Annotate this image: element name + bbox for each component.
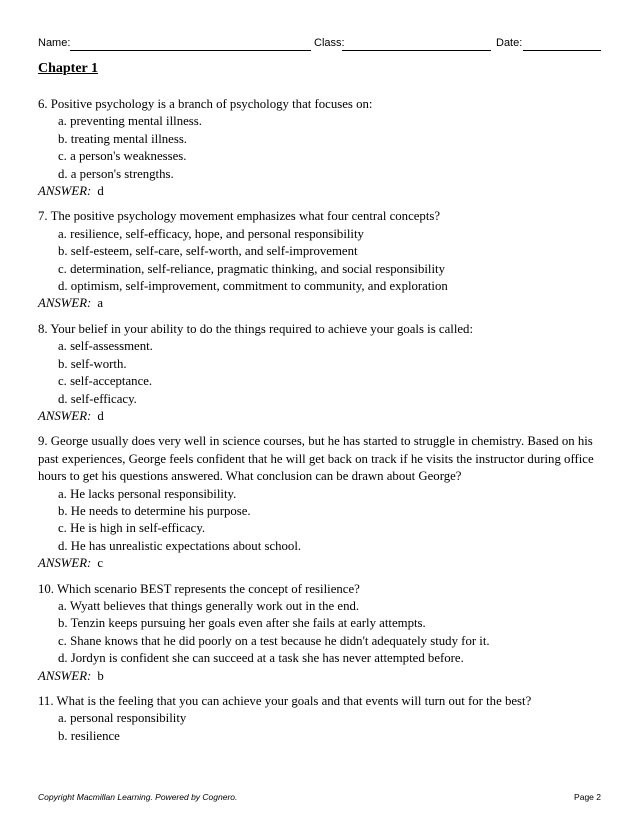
copyright-text: Copyright Macmillan Learning. Powered by Cognero.	[38, 792, 238, 802]
question-block	[38, 581, 598, 685]
question-block	[38, 96, 598, 200]
answer-option: b. self-worth.	[58, 356, 127, 371]
question-stem: 10. Which scenario BEST represents the concept of resilience?	[38, 581, 360, 596]
answer-label: ANSWER:	[38, 296, 92, 311]
question-block	[38, 693, 598, 745]
question-stem: 7. The positive psychology movement emphasizes what four central concepts?	[38, 209, 441, 224]
answer-option: d. He has unrealistic expectations about school.	[58, 538, 302, 553]
answer-option: d. self-efficacy.	[58, 391, 137, 406]
answer-line	[38, 668, 598, 685]
name-field-line	[70, 50, 311, 51]
question-stem: 8. Your belief in your ability to do the things required to achieve your goals is called:	[38, 321, 474, 336]
answer-option: a. self-assessment.	[58, 339, 153, 354]
answer-option: d. optimism, self-improvement, commitment to community, and exploration	[58, 279, 448, 294]
answer-option: d. a person's strengths.	[58, 166, 174, 181]
answer-value: d	[97, 184, 104, 199]
page-number: Page 2	[574, 792, 601, 802]
answer-label: ANSWER:	[38, 556, 92, 571]
class-label: Class:	[314, 37, 345, 49]
question-block	[38, 321, 598, 425]
question-stem: 6. Positive psychology is a branch of psychology that focuses on:	[38, 97, 373, 111]
question-stem: 11. What is the feeling that you can achieve your goals and that events will turn out for the best?	[38, 694, 532, 708]
date-label: Date:	[496, 37, 523, 49]
answer-label: ANSWER:	[38, 184, 92, 199]
answer-option: b. resilience	[58, 728, 120, 743]
class-field-line	[342, 50, 491, 51]
question-stem: 9. George usually does very well in science courses, but he has started to struggle in chemistry. Based on his past experiences, George feels confident that he will get back on track if he visits the instructor during office hours to get his questions answered. What conclusion can be drawn about George?	[38, 434, 594, 484]
answer-option: a. He lacks personal responsibility.	[58, 486, 237, 501]
question-list	[38, 96, 598, 753]
answer-value: b	[97, 668, 104, 683]
answer-option: b. He needs to determine his purpose.	[58, 503, 251, 518]
question-block	[38, 433, 598, 572]
date-field-line	[523, 50, 601, 51]
answer-option: a. Wyatt believes that things generally work out in the end.	[58, 598, 360, 613]
answer-option: c. a person's weaknesses.	[58, 149, 187, 164]
answer-option: c. Shane knows that he did poorly on a test because he didn't adequately study for it.	[58, 633, 490, 648]
answer-line	[38, 183, 598, 200]
answer-option: c. self-acceptance.	[58, 374, 153, 389]
answer-line	[38, 408, 598, 425]
answer-value: d	[97, 408, 104, 423]
answer-line	[38, 555, 598, 572]
answer-option: b. Tenzin keeps pursuing her goals even after she fails at early attempts.	[58, 616, 426, 631]
chapter-title: Chapter 1	[38, 61, 99, 76]
name-label: Name:	[38, 37, 71, 49]
page-header	[38, 37, 601, 53]
answer-label: ANSWER:	[38, 668, 92, 683]
answer-label: ANSWER:	[38, 408, 92, 423]
answer-option: c. determination, self-reliance, pragmatic thinking, and social responsibility	[58, 261, 445, 276]
question-block	[38, 208, 598, 312]
answer-line	[38, 295, 598, 312]
answer-option: c. He is high in self-efficacy.	[58, 521, 206, 536]
answer-option: a. personal responsibility	[58, 711, 187, 726]
answer-option: b. self-esteem, self-care, self-worth, and self-improvement	[58, 244, 358, 259]
answer-option: a. preventing mental illness.	[58, 114, 202, 129]
answer-option: d. Jordyn is confident she can succeed at a task she has never attempted before.	[58, 651, 464, 666]
answer-option: b. treating mental illness.	[58, 131, 188, 146]
answer-value: a	[97, 296, 103, 311]
answer-value: c	[97, 556, 103, 571]
answer-option: a. resilience, self-efficacy, hope, and personal responsibility	[58, 226, 364, 241]
page-footer	[38, 792, 601, 802]
